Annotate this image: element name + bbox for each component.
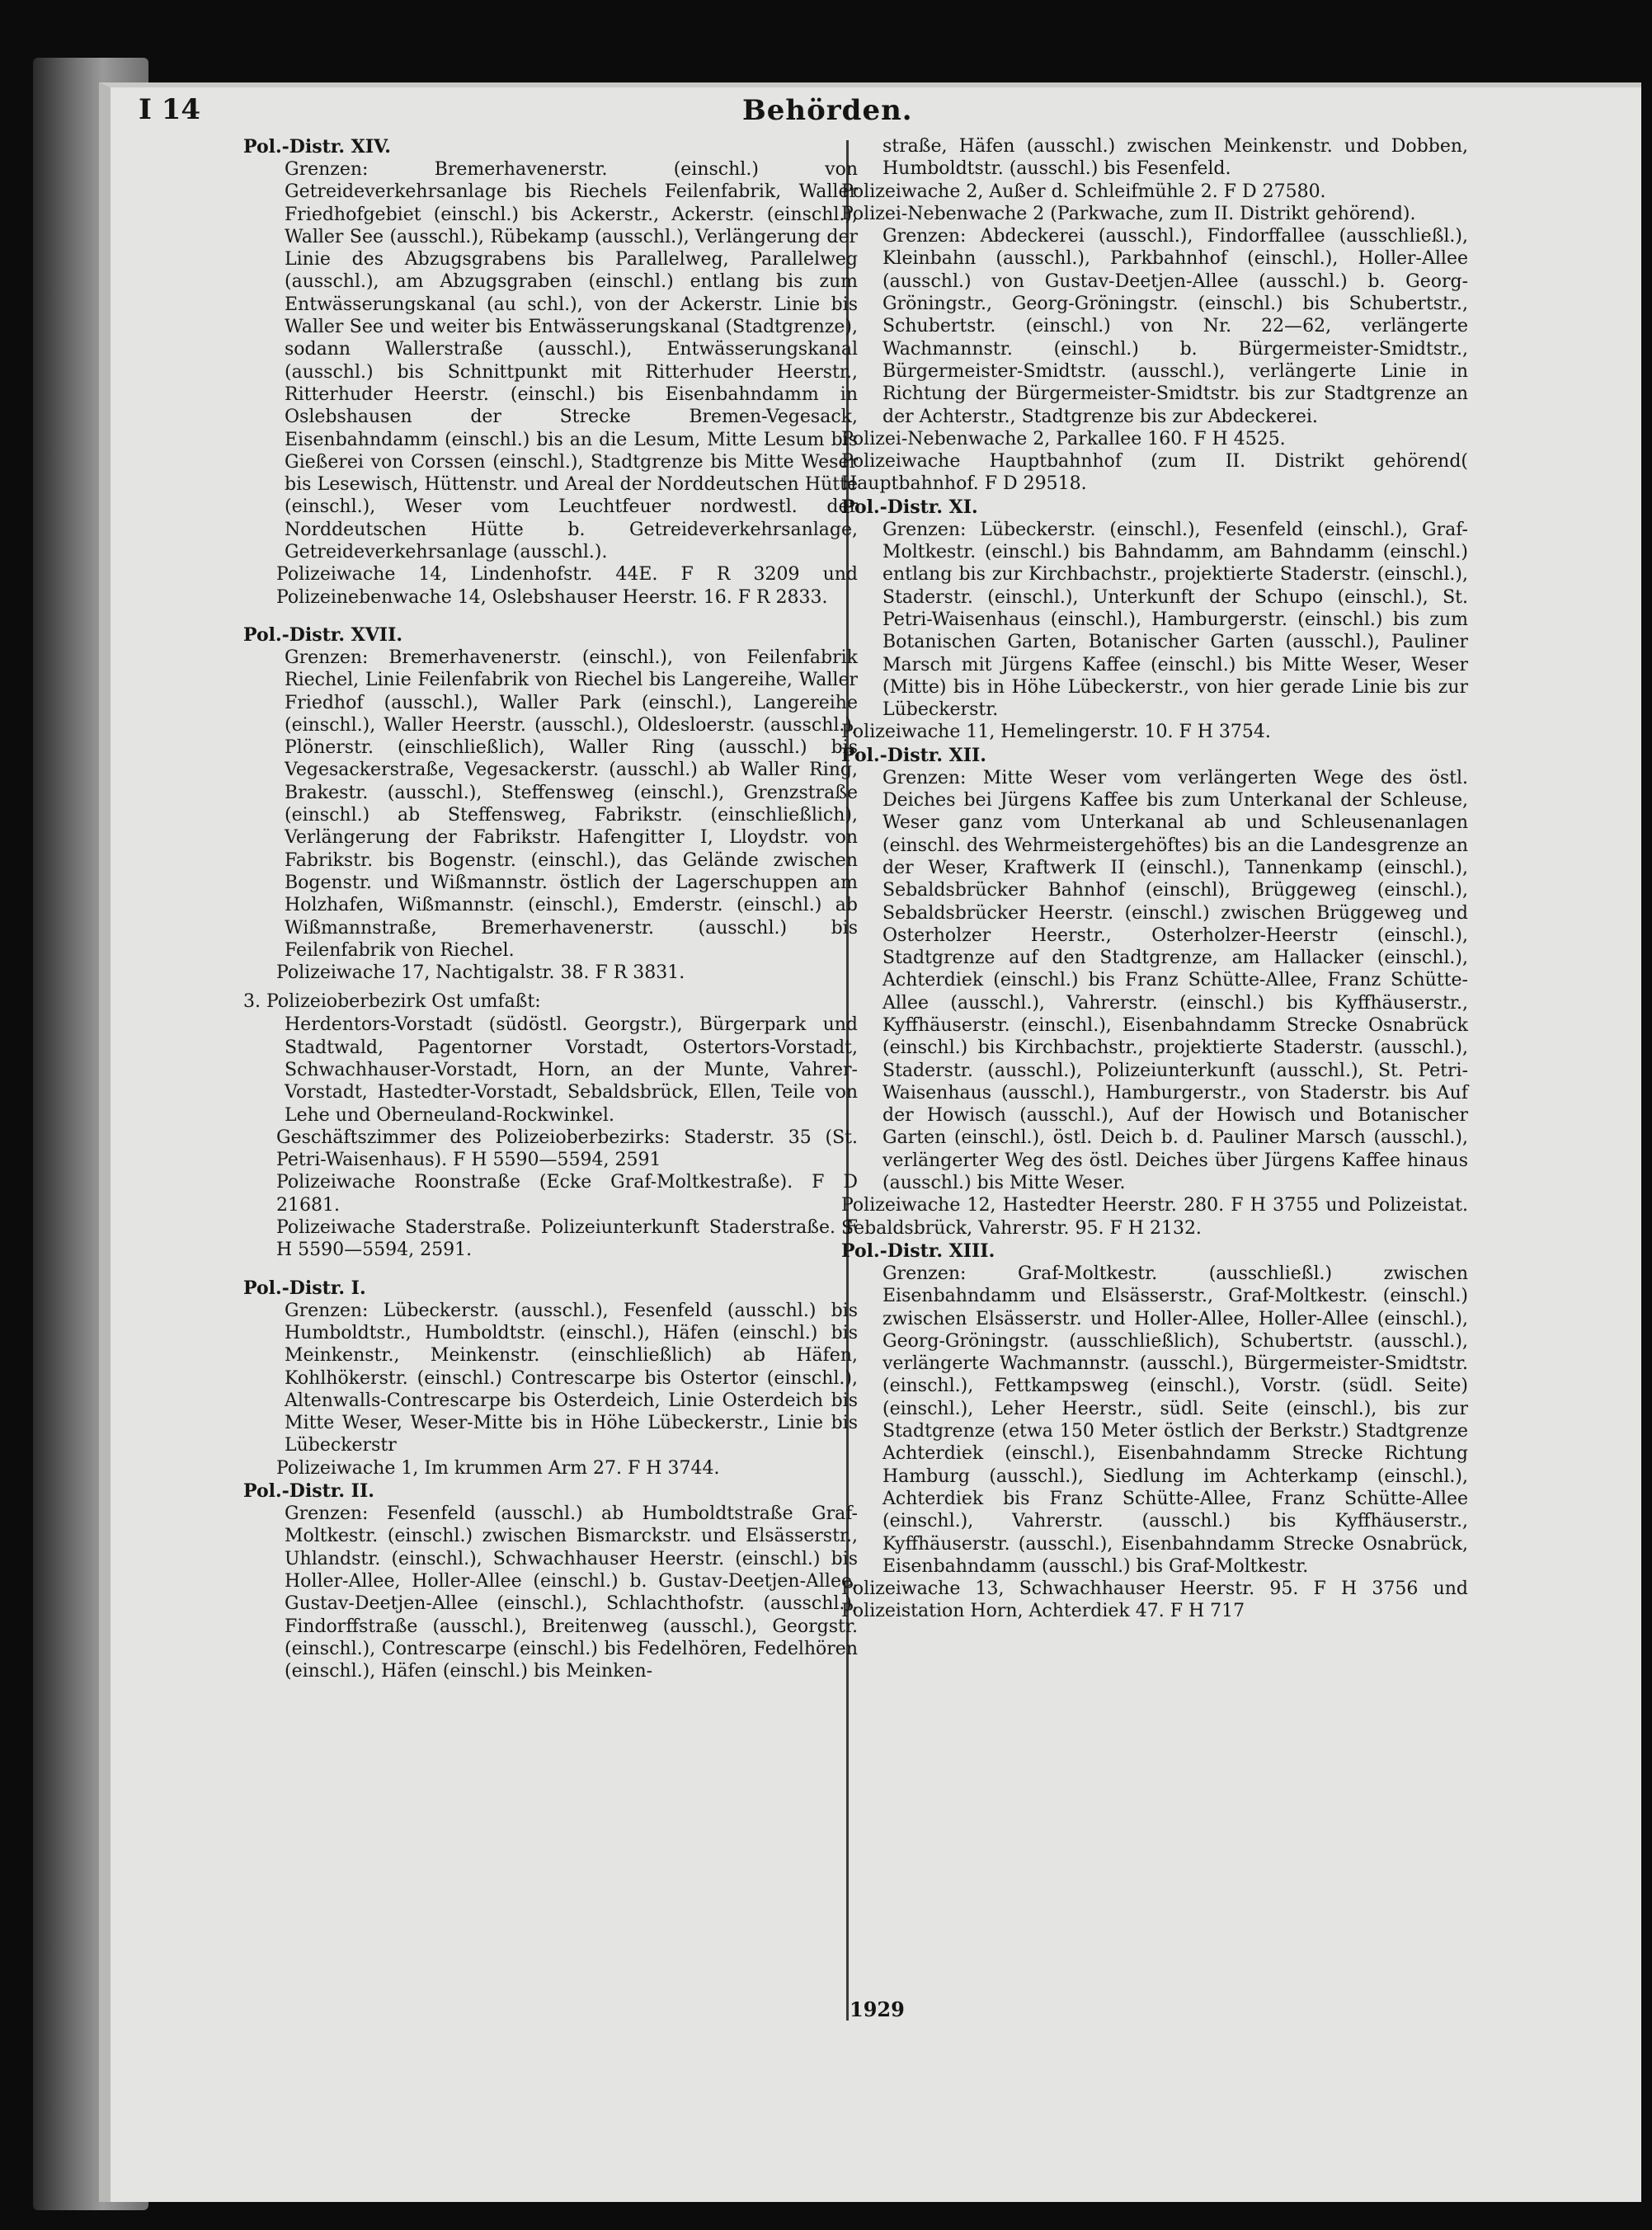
section-title-distr-xii: Pol.-Distr. XII. [841,744,986,766]
section-body-distr-i: Grenzen: Lübeckerstr. (ausschl.), Fesenfeld (ausschl.) bis Humboldtstr., Humboldtstr. (einschl.), Häfen (einschl.) bis Meinkenstr., Meinkenstr. (einschließlich) ab Häfen, Kohlhökerstr. (einschl.) Contrescarpe bis Ostertor (einschl.), Altenwalls-Contrescarpe bis Osterdeich, Linie Osterdeich bis Mitte Weser, Weser-Mitte bis in Höhe Lübeckerstr., Linie bis Lübeckerstr [285,1300,858,1456]
page-number: I 14 [139,93,201,126]
section-title-distr-xvii: Pol.-Distr. XVII. [243,623,403,646]
office-entry-oberbezirk: Geschäftszimmer des Polizeioberbezirks: Staderstr. 35 (St. Petri-Waisenhaus). F H 5590—5594, 2591 [276,1127,858,1171]
station-entry-wache-12: Polizeiwache 12, Hastedter Heerstr. 280. F H 3755 und Polizeistat. Sebaldsbrück, Vahrerstr. 95. F H 2132. [841,1195,1468,1239]
station-entry-wache-1: Polizeiwache 1, Im krummen Arm 27. F H 3744. [276,1457,720,1479]
left-column [243,135,858,1682]
station-entry-wache-2: Polizeiwache 2, Außer d. Schleifmühle 2. F D 27580. [841,181,1326,202]
station-entry-wache-13: Polizeiwache 13, Schwachhauser Heerstr. 95. F H 3756 und Polizeistation Horn, Achterdiek 47. F H 717 [841,1578,1468,1622]
section-body-distr-xiv: Grenzen: Bremerhavenerstr. (einschl.) von Getreideverkehrsanlage bis Riechels Feilenfabrik, Waller Friedhofgebiet (einschl.) bis Ackerstr., Ackerstr. (einschl.), Waller See (ausschl.), Rübekamp (ausschl.), Verlängerung der Linie des Abzugsgrabens bis Parallelweg, Parallelweg (ausschl.), am Abzugsgraben (einschl.) entlang bis zum Entwässerungskanal (au schl.), von der Ackerstr. Linie bis Waller See und weiter bis Entwässerungskanal (Stadtgrenze), sodann Wallerstraße (ausschl.), Entwässerungskanal (ausschl.) bis Schnittpunkt mit Ritterhuder Heerstr., Ritterhuder Heerstr. (einschl.) bis Eisenbahndamm in Oslebshausen der Strecke Bremen-Vegesack, Eisenbahndamm (einschl.) bis an die Lesum, Mitte Lesum bis Gießerei von Corssen (einschl.), Stadtgrenze bis Mitte Weser bis Lesewisch, Hüttenstr. und Areal der Norddeutschen Hütte (einschl.), Weser vom Leuchtfeuer nordwestl. der Norddeutschen Hütte b. Getreideverkehrsanlage, Getreideverkehrsanlage (ausschl.). [285,159,858,563]
section-body-distr-xi: Grenzen: Lübeckerstr. (einschl.), Fesenfeld (einschl.), Graf-Moltkestr. (einschl.) bis Bahndamm, am Bahndamm (einschl.) entlang bis zur Kirchbachstr., projektierte Staderstr. (einschl.), Staderstr. (einschl.), Unterkunft der Schupo (einschl.), St. Petri-Waisenhaus (einschl.), Hamburgerstr. (einschl.) bis zum Botanischen Garten, Botanischer Garten (ausschl.), Pauliner Marsch mit Jürgens Kaffee (einschl.) bis Mitte Weser, Weser (Mitte) bis in Höhe Lübeckerstr., von hier gerade Linie bis zur Lübeckerstr. [882,519,1468,721]
section-title-oberbezirk-ost: 3. Polizeioberbezirk Ost umfaßt: [243,991,541,1013]
section-title-nebenwache-2: Polizei-Nebenwache 2 (Parkwache, zum II. Distrikt gehörend). [841,203,1416,224]
section-title-distr-i: Pol.-Distr. I. [243,1277,366,1299]
footer-year: 1929 [850,1997,905,2021]
station-entry-staderstrasse: Polizeiwache Staderstraße. Polizeiunterkunft Staderstraße. F H 5590—5594, 2591. [276,1217,858,1261]
section-body-distr-xvii: Grenzen: Bremerhavenerstr. (einschl.), von Feilenfabrik Riechel, Linie Feilenfabrik von Riechel bis Langereihe, Waller Friedhof (ausschl.), Waller Park (einschl.), Langereihe (einschl.), Waller Heerstr. (ausschl.), Oldesloerstr. (ausschl.), Plönerstr. (einschließlich), Waller Ring (ausschl.) bis Vegesackerstraße, Vegesackerstr. (ausschl.) ab Waller Ring, Brakestr. (ausschl.), Steffensweg (einschl.), Grenzstraße (einschl.) ab Steffensweg, Fabrikstr. (einschließlich), Verlängerung der Fabrikstr. Hafengitter I, Lloydstr. von Fabrikstr. bis Bogenstr. (einschl.), das Gelände zwischen Bogenstr. und Wißmannstr. östlich der Lagerschuppen am Holzhafen, Wißmannstr. (einschl.), Emderstr. (einschl.) ab Wißmannstraße, Bremerhavenerstr. (ausschl.) bis Feilenfabrik von Riechel. [285,647,858,961]
station-entry-wache-11: Polizeiwache 11, Hemelingerstr. 10. F H 3754. [841,722,1271,743]
section-body-nebenwache-2: Grenzen: Abdeckerei (ausschl.), Findorffallee (ausschließl.), Kleinbahn (ausschl.), Parkbahnhof (einschl.), Holler-Allee (ausschl.) von Gustav-Deetjen-Allee (ausschl.) b. Georg-Gröningstr., Georg-Gröningstr. (einschl.) bis Schubertstr., Schubertstr. (einschl.) von Nr. 22—62, verlängerte Wachmannstr. (einschl.) b. Bürgermeister-Smidtstr., Bürgermeister-Smidtstr. (ausschl.), verlängerte Linie in Richtung der Bürgermeister-Smidtstr. bis zur Stadtgrenze an der Achterstr., Stadtgrenze bis zur Abdeckerei. [882,226,1468,427]
section-body-oberbezirk-ost: Herdentors-Vorstadt (südöstl. Georgstr.), Bürgerpark und Stadtwald, Pagentorner Vorstadt, Ostertors-Vorstadt, Schwachhauser-Vorstadt, Horn, an der Munte, Vahrer-Vorstadt, Hastedter-Vorstadt, Sebaldsbrück, Ellen, Teile von Lehe und Oberneuland-Rockwinkel. [285,1014,858,1126]
station-entry-roonstrasse: Polizeiwache Roonstraße (Ecke Graf-Moltkestraße). F D 21681. [276,1172,858,1216]
section-title-distr-xi: Pol.-Distr. XI. [841,496,978,518]
station-entry-wache-14: Polizeiwache 14, Lindenhofstr. 44E. F R 3209 und Polizeinebenwache 14, Oslebshauser Heerstr. 16. F R 2833. [276,564,858,608]
station-entry-hauptbahnhof: Polizeiwache Hauptbahnhof (zum II. Distrikt gehörend( Hauptbahnhof. F D 29518. [841,451,1468,495]
section-body-distr-ii: Grenzen: Fesenfeld (ausschl.) ab Humboldtstraße Graf-Moltkestr. (einschl.) zwischen Bismarckstr. und Elsässerstr., Uhlandstr. (einschl.), Schwachhauser Heerstr. (einschl.) bis Holler-Allee, Holler-Allee (einschl.) b. Gustav-Deetjen-Allee, Gustav-Deetjen-Allee (einschl.), Schlachthofstr. (ausschl.), Findorffstraße (ausschl.), Breitenweg (ausschl.), Georgstr. (einschl.), Contrescarpe (einschl.) bis Fedelhören, Fedelhören (einschl.), Häfen (einschl.) bis Meinken- [285,1503,858,1682]
right-column [841,135,1468,1623]
continued-text: straße, Häfen (ausschl.) zwischen Meinkenstr. und Dobben, Humboldtstr. (ausschl.) bis Fesenfeld. [882,136,1468,180]
section-title-distr-xiii: Pol.-Distr. XIII. [841,1240,995,1262]
page-title: Behörden. [742,94,913,127]
section-body-distr-xii: Grenzen: Mitte Weser vom verlängerten Wege des östl. Deiches bei Jürgens Kaffee bis zum Unterkanal der Schleuse, Weser ganz vom Unterkanal ab und Schleusenanlagen (einschl. des Wehrmeistergehöftes) bis an die Landesgrenze an der Weser, Kraftwerk II (einschl.), Tannenkamp (einschl.), Sebaldsbrücker Bahnhof (einschl), Brüggeweg (einschl.), Sebaldsbrücker Heerstr. (einschl.) zwischen Brüggeweg und Osterholzer Heerstr., Osterholzer-Heerstr (einschl.), Stadtgrenze auf den Stadtgrenze, am Hallacker (einschl.), Achterdiek (einschl.) bis Franz Schütte-Allee, Franz Schütte-Allee (ausschl.), Vahrerstr. (einschl.) bis Kyffhäuserstr., Kyffhäuserstr. (einschl.), Eisenbahndamm Strecke Osnabrück (einschl.) bis Kirchbachstr., projektierte Staderstr. (ausschl.), Staderstr. (ausschl.), Polizeiunterkunft (ausschl.), St. Petri-Waisenhaus (ausschl.), Hamburgerstr., von Staderstr. bis Auf der Howisch (ausschl.), Auf der Howisch und Botanischer Garten (einschl.), östl. Deich b. d. Pauliner Marsch (ausschl.), verlängerter Weg des östl. Deiches über Jürgens Kaffee hinaus (ausschl.) bis Mitte Weser. [882,767,1468,1194]
station-entry-parkallee: Polizei-Nebenwache 2, Parkallee 160. F H 4525. [841,428,1286,449]
station-entry-wache-17: Polizeiwache 17, Nachtigalstr. 38. F R 3831. [276,962,685,984]
section-title-distr-xiv: Pol.-Distr. XIV. [243,136,391,158]
section-body-distr-xiii: Grenzen: Graf-Moltkestr. (ausschließl.) zwischen Eisenbahndamm und Elsässerstr., Graf-Moltkestr. (einschl.) zwischen Elsässerstr. und Holler-Allee, Holler-Allee (einschl.), Georg-Gröningstr. (ausschließlich), Schubertstr. (ausschl.), verlängerte Wachmannstr. (ausschl.), Bürgermeister-Smidtstr. (einschl.), Fettkampsweg (einschl.), Vorstr. (südl. Seite) (einschl.), Leher Heerstr., südl. Seite (einschl.), bis zur Stadtgrenze (etwa 150 Meter östlich der Berkstr.) Stadtgrenze Achterdiek (einschl.), Eisenbahndamm Strecke Richtung Hamburg (ausschl.), Siedlung im Achterkamp (einschl.), Achterdiek bis Franz Schütte-Allee, Franz Schütte-Allee (einschl.), Vahrerstr. (ausschl.) bis Kyffhäuserstr., Kyffhäuserstr. (ausschl.), Eisenbahndamm Strecke Osnabrück, Eisenbahndamm (ausschl.) bis Graf-Moltkestr. [882,1263,1468,1577]
section-title-distr-ii: Pol.-Distr. II. [243,1480,374,1503]
